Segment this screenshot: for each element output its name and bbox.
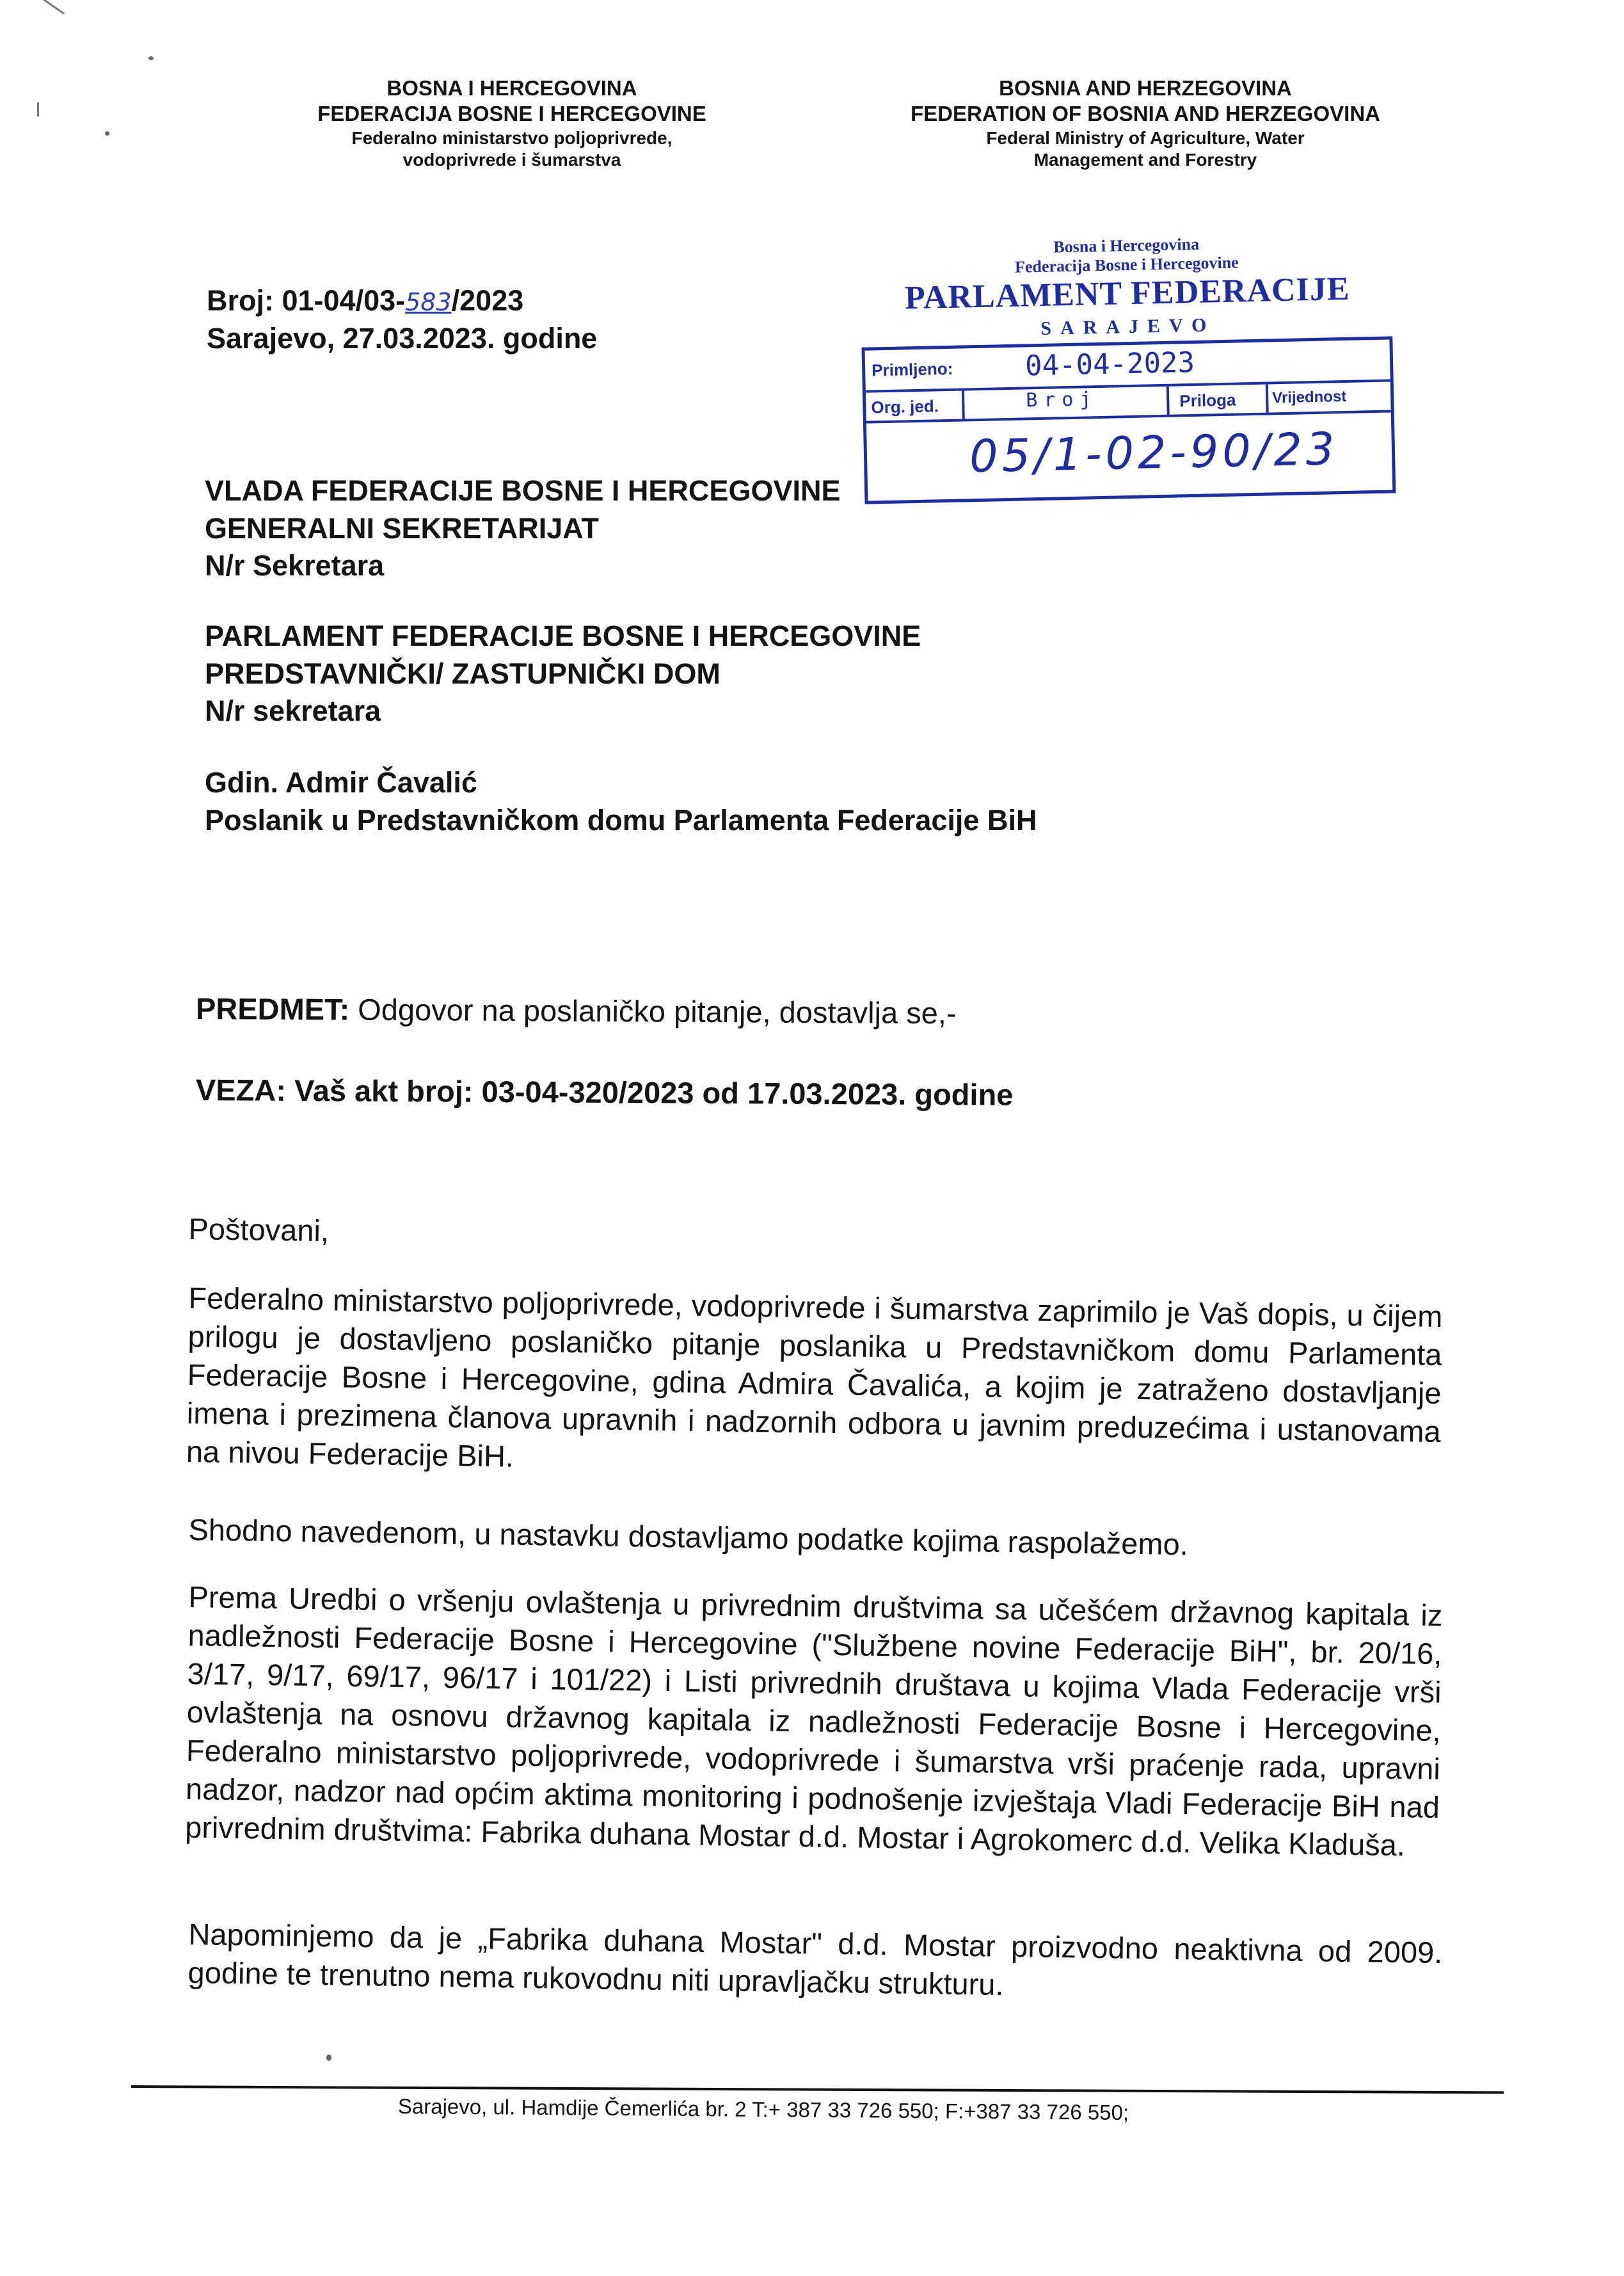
reference-number: [207, 282, 597, 319]
recipient-parliament-name: PARLAMENT FEDERACIJE BOSNE I HERCEGOVINE: [205, 620, 921, 652]
salutation: Poštovani,: [188, 1211, 330, 1248]
header-right-federation: FEDERATION OF BOSNIA AND HERZEGOVINA: [911, 102, 1380, 126]
stamp-prilog-label: Priloga: [1179, 390, 1236, 411]
stamp-country: Bosna i Hercegovina: [1053, 234, 1200, 257]
recipient-deputy-title: Poslanik u Predstavničkom domu Parlamenta Federacije BiH: [205, 803, 1037, 837]
header-right-ministry-2: Management and Forestry: [1033, 149, 1257, 170]
stamp-grid: [861, 336, 1396, 504]
reference-handwritten-number: 583: [405, 288, 452, 316]
header-right: [832, 76, 1459, 171]
scan-mark: [42, 0, 65, 15]
recipient-deputy: [205, 764, 1037, 839]
recipient-parliament-house: PREDSTAVNIČKI/ ZASTUPNIČKI DOM: [205, 657, 720, 690]
header-left-ministry-2: vodoprivrede i šumarstva: [402, 149, 621, 170]
reference-block: [207, 282, 597, 358]
scan-speck: [326, 2055, 331, 2061]
header-left-ministry-1: Federalno ministarstvo poljoprivrede,: [351, 127, 673, 148]
body-paragraph-2: Shodno navedenom, u nastavku dostavljamo podatke kojima raspolažemo.: [188, 1512, 1189, 1562]
recipient-government-name: VLADA FEDERACIJE BOSNE I HERCEGOVINE: [205, 474, 841, 507]
footer-address: Sarajevo, ul. Hamdije Čemerlića br. 2 T:+ 387 33 726 550; F:+387 33 726 550;: [397, 2094, 1129, 2124]
recipient-government-dept: GENERALNI SEKRETARIJAT: [205, 511, 599, 545]
recipient-government-attn: N/r Sekretara: [205, 549, 385, 582]
header-left: [211, 76, 813, 171]
stamp-handwritten-number: 05/1-02-90/23: [969, 422, 1339, 483]
subject-text: Odgovor na poslaničko pitanje, dostavlja se,-: [349, 992, 957, 1030]
header-right-country: BOSNIA AND HERZEGOVINA: [999, 76, 1292, 100]
reference-place-date: Sarajevo, 27.03.2023. godine: [207, 322, 598, 355]
recipient-government: [205, 472, 840, 585]
stamp-broj-label: Broj: [1025, 388, 1098, 412]
scan-mark: [37, 102, 39, 116]
reference-suffix: /2023: [451, 284, 524, 317]
stamp-divider: [1266, 385, 1269, 413]
stamp-vrijednost-label: Vrijednost: [1271, 387, 1347, 407]
body-paragraph-4: Napominjemo da je „Fabrika duhana Mostar" d.d. Mostar proizvodno neaktivna od 2009. godine te trenutno nema rukovodnu niti upravljačku strukturu.: [187, 1916, 1443, 2001]
stamp-divider: [962, 390, 965, 419]
stamp-parliament: PARLAMENT FEDERACIJE: [904, 270, 1351, 317]
stamp-received-date: 04-04-2023: [1024, 346, 1195, 383]
scan-speck: [148, 56, 154, 60]
recipient-parliament: [205, 618, 921, 730]
subject-reference: VEZA: Vaš akt broj: 03-04-320/2023 od 17.03.2023. godine: [195, 1073, 1014, 1112]
header-left-country: BOSNA I HERCEGOVINA: [386, 76, 637, 100]
stamp-city: SARAJEVO: [1040, 314, 1216, 339]
stamp-federation: Federacija Bosne i Hercegovine: [1014, 253, 1239, 276]
body-paragraph-3: Prema Uredbi o vršenju ovlaštenja u privrednim društvima sa učešćem državnog kapitala iz nadležnosti Federacije Bosne i Hercegovine ("Službene novine Federacije BiH", br. 20/16, 3/17, 9/17, 69/17, 96/17 i 101/22) i Listi privrednih društava u kojima Vlada Federacije vrši ovlaštenja na osnovu državnog kapitala iz nadležnosti Federacije Bosne i Hercegovine, Federalno ministarstvo poljoprivrede, vodoprivrede i šumarstva vrši praćenje rada, upravni nadzor, nadzor nad općim aktima monitoring i podnošenje izvještaja Vladi Federacije BiH nad privrednim društvima: Fabrika duhana Mostar d.d. Mostar i Agrokomerc d.d. Velika Kladuša.: [184, 1579, 1443, 1863]
stamp-org-label: Org. jed.: [871, 396, 939, 417]
subject-line: [196, 989, 957, 1032]
recipient-deputy-name: Gdin. Admir Čavalić: [205, 766, 477, 799]
reference-prefix: Broj: 01-04/03-: [207, 284, 406, 317]
stamp-divider: [1166, 387, 1170, 415]
header-right-ministry-1: Federal Ministry of Agriculture, Water: [986, 127, 1305, 148]
receipt-stamp: [854, 230, 1404, 513]
footer-divider: [131, 2085, 1504, 2094]
subject-label: PREDMET:: [195, 991, 350, 1027]
recipient-parliament-attn: N/r sekretara: [205, 694, 381, 727]
scan-speck: [105, 131, 109, 136]
header-left-federation: FEDERACIJA BOSNE I HERCEGOVINE: [317, 102, 706, 126]
stamp-received-label: Primljeno:: [871, 358, 953, 380]
body-paragraph-1: Federalno ministarstvo poljoprivrede, vodoprivrede i šumarstva zaprimilo je Vaš dopis, u čijem prilogu je dostavljeno poslaničko pitanje poslanika u Predstavničkom domu Parlamenta Federacije Bosne i Hercegovine, gdina Admira Čavalića, a kojim je zatraženo dostavljanje imena i prezimena članova upravnih i nadzornih odbora u javnim preduzećima i ustanovama na nivou Federacije BiH.: [186, 1280, 1443, 1473]
